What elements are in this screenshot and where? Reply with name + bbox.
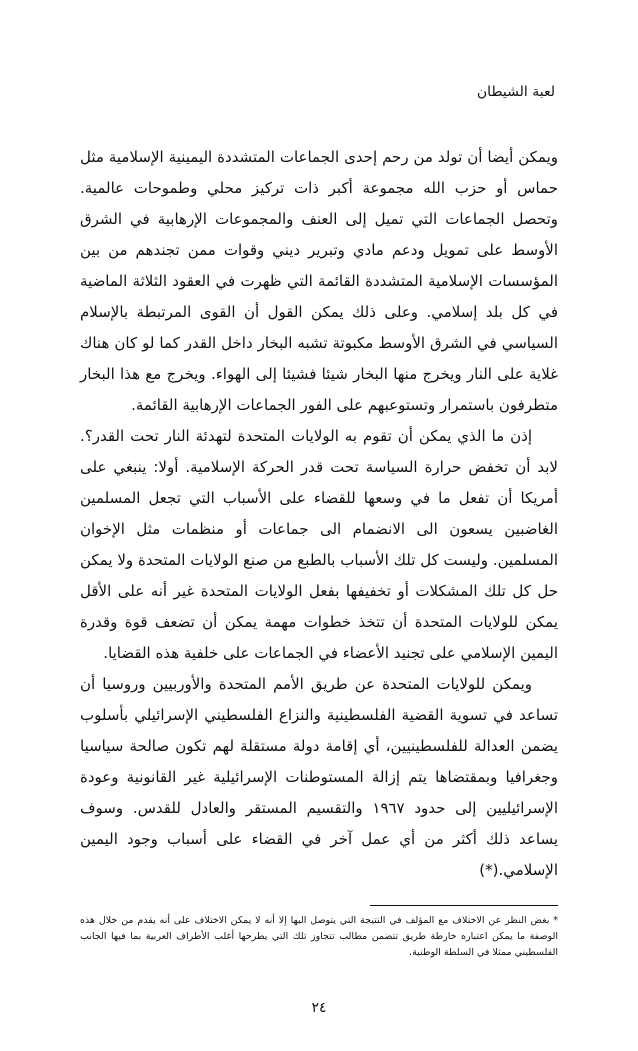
running-header: لعبة الشيطان xyxy=(476,84,555,100)
paragraph: ويمكن أيضا أن تولد من رحم إحدى الجماعات المتشددة اليمينية الإسلامية مثل حماس أو حزب الله مجموعة أكبر ذات تركيز محلي وطموحات عالمية. وتحصل الجماعات التي تميل إلى العنف والمجموعات الإرهابية في الشرق الأوسط على تمويل ودعم مادي وتبرير ديني وقوات ممن تجندهم من بين المؤسسات الإسلامية المتشددة القائمة التي ظهرت في العقود الثلاثة الماضية في كل بلد إسلامي. وعلى ذلك يمكن القول أن القوى المرتبطة بالإسلام السياسي في الشرق الأوسط مكبوتة تشبه البخار داخل القدر كما لو كان هناك غلاية على النار ويخرج منها البخار شيئا فشيئا إلى الهواء. ويخرج مع هذا البخار متطرفون باستمرار وتستوعبهم على الفور الجماعات الإرهابية القائمة. xyxy=(80,148,558,414)
footnote-divider xyxy=(370,905,558,906)
paragraph: ويمكن للولايات المتحدة عن طريق الأمم المتحدة والأوربيين وروسيا أن تساعد في تسوية القضية الفلسطينية والنزاع الفلسطيني الإسرائيلي بأسلوب يضمن العدالة للفلسطينيين، أي إقامة دولة مستقلة لهم تكون صالحة سياسيا وجغرافيا وبمقتضاها يتم إزالة المستوطنات الإسرائيلية غير القانونية وعودة الإسرائيليين إلى حدود ١٩٦٧ والتقسيم المستقر والعادل للقدس. وسوف يساعد ذلك أكثر من أي عمل آخر في القضاء على أسباب وجود اليمين الإسلامي.(*) xyxy=(80,675,558,879)
footnote: * بغض النظر عن الاختلاف مع المؤلف في النتيجة التي يتوصل اليها إلا أنه لا يمكن الاختلاف على أنه يقدم من خلال هذه الوصفة ما يمكن اعتباره خارطة طريق تتضمن مطالب تتجاوز تلك التي يطرحها أغلب الأطراف العربية بما فيها الجانب الفلسطيني ممثلا في السلطة الوطنية. xyxy=(80,915,558,958)
body-text xyxy=(80,142,558,886)
page-number: ٢٤ xyxy=(311,1000,327,1016)
paragraph: إذن ما الذي يمكن أن تقوم به الولايات المتحدة لتهدئة النار تحت القدر؟. لابد أن تخفض حرارة السياسة تحت قدر الحركة الإسلامية. أولا: ينبغي على أمريكا أن تفعل ما في وسعها للقضاء على الأسباب التي تجعل المسلمين الغاضبين يسعون الى الانضمام الى جماعات أو منظمات مثل الإخوان المسلمين. وليست كل تلك الأسباب بالطبع من صنع الولايات المتحدة ولا يمكن حل كل تلك المشكلات أو تخفيفها بفعل الولايات المتحدة غير أنه على الأقل يمكن للولايات المتحدة أن تتخذ خطوات مهمة يمكن أن تضعف قوة وقدرة اليمين الإسلامي على تجنيد الأعضاء في الجماعات على خلفية هذه القضايا. xyxy=(80,427,558,662)
